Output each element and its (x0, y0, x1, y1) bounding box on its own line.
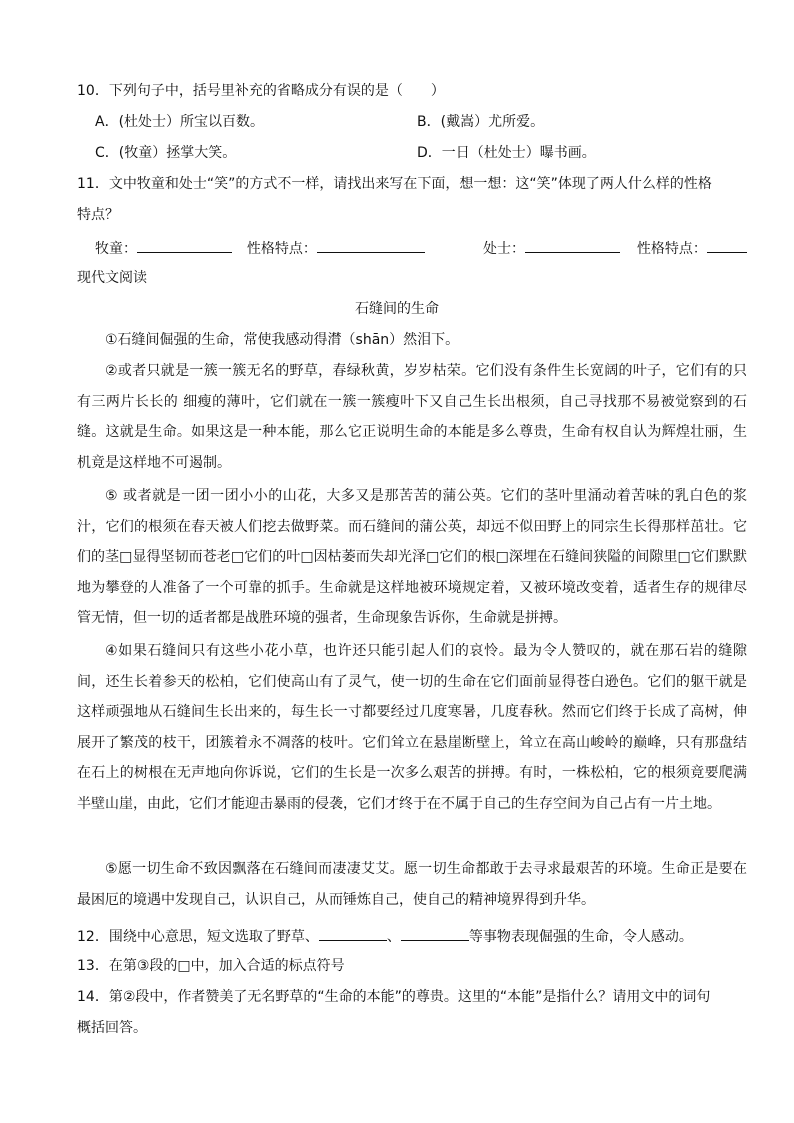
q10-option-c: C．(牧童）拯掌大笑。 (95, 145, 237, 161)
q12-part1: 12．围绕中心意思，短文选取了野草、 (77, 929, 319, 945)
answer-row (95, 237, 425, 259)
label-tongmu: 牧童： (95, 241, 137, 257)
article-title: 石缝间的生命 (355, 301, 439, 317)
question-10-stem: 10．下列句子中，括号里补充的省略成分有误的是（ ） (77, 83, 445, 99)
blank-q12-2[interactable] (401, 925, 469, 941)
article-paragraph-3: ⑤ 或者就是一团一团小小的山花，大多又是那苦苦的蒲公英。它们的茎叶里涌动着苦味的乳白色的浆汁，它们的根须在春天被人们挖去做野菜。而石缝间的蒲公英，却远不似田野上的同宗生长得那样茁壮。它们的茎□显得坚韧而苍老□它们的叶□因枯萎而失却光泽□它们的根□深埋在石缝间狭隘的间隙里□它们默默地为攀登的人准备了一个可靠的抓手。生命就是这样地被环境规定着，又被环境改变着，适者生存的规律尽管无情，但一切的适者都是战胜环境的强者，生命现象告诉你，生命就是拼搏。 (77, 488, 747, 626)
question-11-line1: 11．文中牧童和处士“笑”的方式不一样，请找出来写在下面，想一想：这“笑”体现了两人什么样的性格 (77, 176, 712, 192)
question-14-line2: 概括回答。 (77, 1020, 147, 1036)
blank-tongmu[interactable] (137, 237, 232, 253)
question-12 (77, 925, 747, 947)
label-chushi: 处士： (483, 241, 525, 257)
article-paragraph-5: ⑤愿一切生命不致因飘落在石缝间而凄凄艾艾。愿一切生命都敢于去寻求最艰苦的环境。生命正是要在最困厄的境遇中发现自己，认识自己，从而锤炼自己，使自己的精神境界得到升华。 (77, 861, 747, 908)
q10-option-b: B．(戴嵩）尤所爱。 (417, 114, 545, 130)
question-11-line2: 特点？ (77, 207, 119, 223)
question-14-line1: 14．第②段中，作者赞美了无名野草的“生命的本能”的尊贵。这里的“本能”是指什么？请用文中的词句 (77, 989, 711, 1005)
question-13: 13．在第③段的□中，加入合适的标点符号 (77, 958, 345, 974)
blank-q12-1[interactable] (319, 925, 387, 941)
answer-row-2 (483, 237, 747, 259)
label-trait-2: 性格特点： (636, 241, 707, 257)
section-label: 现代文阅读 (77, 270, 147, 286)
blank-chushi[interactable] (525, 237, 620, 253)
q12-part3: 等事物表现倔强的生命，令人感动。 (468, 929, 693, 945)
article-paragraph-2: ②或者只就是一簇一簇无名的野草，春绿秋黄，岁岁枯荣。它们没有条件生长宽阔的叶子，它们有的只有三两片长长的 细瘦的薄叶，它们就在一簇一簇瘦叶下又自己生长出根须，自己寻找那不易被觉察到的石缝。这就是生命。如果这是一种本能，那么它正说明生命的本能是多么尊贵，生命有权自认为辉煌壮丽，生机竟是这样地不可遏制。 (77, 363, 747, 471)
blank-trait-2[interactable] (707, 237, 747, 253)
q10-option-a: A．(杜处士）所宝以百数。 (95, 114, 265, 130)
article-paragraph-1: ①石缝间倔强的生命，常使我感动得潸（shān）然泪下。 (105, 332, 460, 348)
article-paragraph-4: ④如果石缝间只有这些小花小草，也许还只能引起人们的哀怜。最为令人赞叹的，就在那石岩的缝隙间，还生长着参天的松柏，它们使高山有了灵气，使一切的生命在它们面前显得苍白逊色。它们的躯干就是这样顽强地从石缝间生长出来的，每生长一寸都要经过几度寒暑，几度春秋。然而它们终于长成了高树，伸展开了繁茂的枝干，团簇着永不凋落的枝叶。它们耸立在悬崖断壁上，耸立在高山峻岭的巅峰，只有那盘结在石上的树根在无声地向你诉说，它们的生长是一次多么艰苦的拼搏。有时，一株松柏，它的根须竟要爬满半壁山崖，由此，它们才能迎击暴雨的侵袭，它们才终于在不属于自己的生存空间为自己占有一片土地。 (77, 643, 747, 812)
q12-part2: 、 (386, 929, 401, 945)
blank-trait-1[interactable] (317, 237, 425, 253)
q10-option-d: D．一日（杜处士）曝书画。 (417, 145, 596, 161)
label-trait-1: 性格特点： (246, 241, 317, 257)
